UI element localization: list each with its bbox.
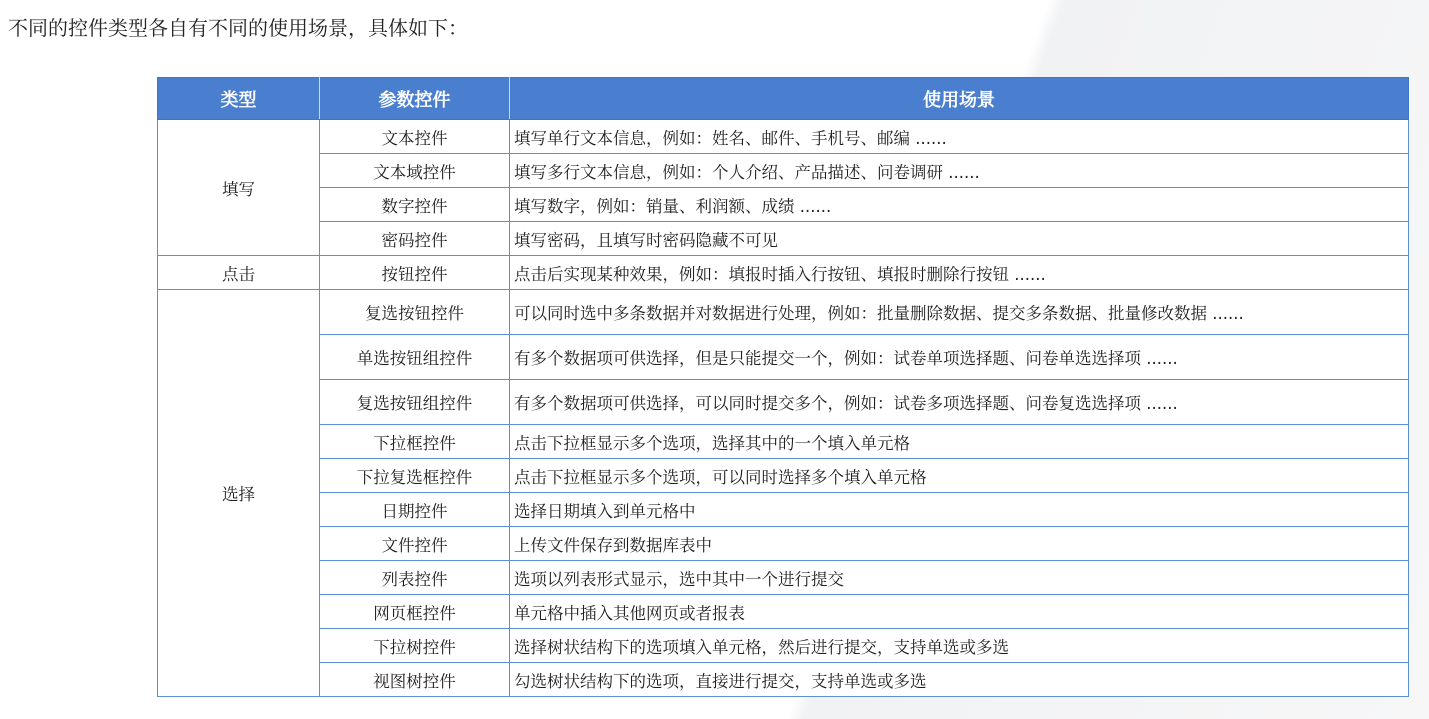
type-cell-select: 选择 — [158, 290, 320, 697]
intro-text: 不同的控件类型各自有不同的使用场景，具体如下： — [8, 16, 468, 40]
table-header-row — [158, 78, 1409, 120]
control-cell: 列表控件 — [320, 561, 510, 595]
table-row — [158, 629, 1409, 663]
control-cell: 下拉树控件 — [320, 629, 510, 663]
table-row — [158, 493, 1409, 527]
control-cell: 日期控件 — [320, 493, 510, 527]
table-row — [158, 459, 1409, 493]
control-cell: 视图树控件 — [320, 663, 510, 697]
table-row — [158, 380, 1409, 425]
scene-cell: 选项以列表形式显示，选中其中一个进行提交 — [510, 561, 1409, 595]
type-cell-fill: 填写 — [158, 120, 320, 256]
scene-cell: 单元格中插入其他网页或者报表 — [510, 595, 1409, 629]
table-row — [158, 425, 1409, 459]
control-cell: 下拉框控件 — [320, 425, 510, 459]
control-cell: 数字控件 — [320, 188, 510, 222]
control-cell: 复选按钮组控件 — [320, 380, 510, 425]
scene-cell: 点击下拉框显示多个选项，可以同时选择多个填入单元格 — [510, 459, 1409, 493]
header-scene: 使用场景 — [510, 78, 1409, 120]
scene-cell: 有多个数据项可供选择，但是只能提交一个，例如：试卷单项选择题、问卷单选选择项 ...... — [510, 335, 1409, 380]
scene-cell: 点击下拉框显示多个选项，选择其中的一个填入单元格 — [510, 425, 1409, 459]
table-row — [158, 154, 1409, 188]
scene-cell: 上传文件保存到数据库表中 — [510, 527, 1409, 561]
control-cell: 单选按钮组控件 — [320, 335, 510, 380]
scene-cell: 填写多行文本信息，例如：个人介绍、产品描述、问卷调研 ...... — [510, 154, 1409, 188]
scene-cell: 可以同时选中多条数据并对数据进行处理，例如：批量删除数据、提交多条数据、批量修改数据 ...... — [510, 290, 1409, 335]
control-cell: 密码控件 — [320, 222, 510, 256]
table-row — [158, 256, 1409, 290]
control-cell: 文件控件 — [320, 527, 510, 561]
table-row — [158, 335, 1409, 380]
scene-cell: 填写单行文本信息，例如：姓名、邮件、手机号、邮编 ...... — [510, 120, 1409, 154]
type-cell-click: 点击 — [158, 256, 320, 290]
control-cell: 网页框控件 — [320, 595, 510, 629]
table-row — [158, 188, 1409, 222]
control-cell: 复选按钮控件 — [320, 290, 510, 335]
control-cell: 文本域控件 — [320, 154, 510, 188]
scene-cell: 选择树状结构下的选项填入单元格，然后进行提交，支持单选或多选 — [510, 629, 1409, 663]
controls-table — [157, 77, 1409, 697]
scene-cell: 填写数字，例如：销量、利润额、成绩 ...... — [510, 188, 1409, 222]
table-row — [158, 561, 1409, 595]
header-type: 类型 — [158, 78, 320, 120]
control-cell: 按钮控件 — [320, 256, 510, 290]
scene-cell: 点击后实现某种效果，例如：填报时插入行按钮、填报时删除行按钮 ...... — [510, 256, 1409, 290]
table-row — [158, 663, 1409, 697]
table-row — [158, 290, 1409, 335]
scene-cell: 填写密码，且填写时密码隐藏不可见 — [510, 222, 1409, 256]
table-row — [158, 595, 1409, 629]
scene-cell: 选择日期填入到单元格中 — [510, 493, 1409, 527]
table-row — [158, 527, 1409, 561]
scene-cell: 勾选树状结构下的选项，直接进行提交，支持单选或多选 — [510, 663, 1409, 697]
scene-cell: 有多个数据项可供选择，可以同时提交多个，例如：试卷多项选择题、问卷复选选择项 ...... — [510, 380, 1409, 425]
control-cell: 下拉复选框控件 — [320, 459, 510, 493]
table-row — [158, 120, 1409, 154]
control-cell: 文本控件 — [320, 120, 510, 154]
header-control: 参数控件 — [320, 78, 510, 120]
table-row — [158, 222, 1409, 256]
